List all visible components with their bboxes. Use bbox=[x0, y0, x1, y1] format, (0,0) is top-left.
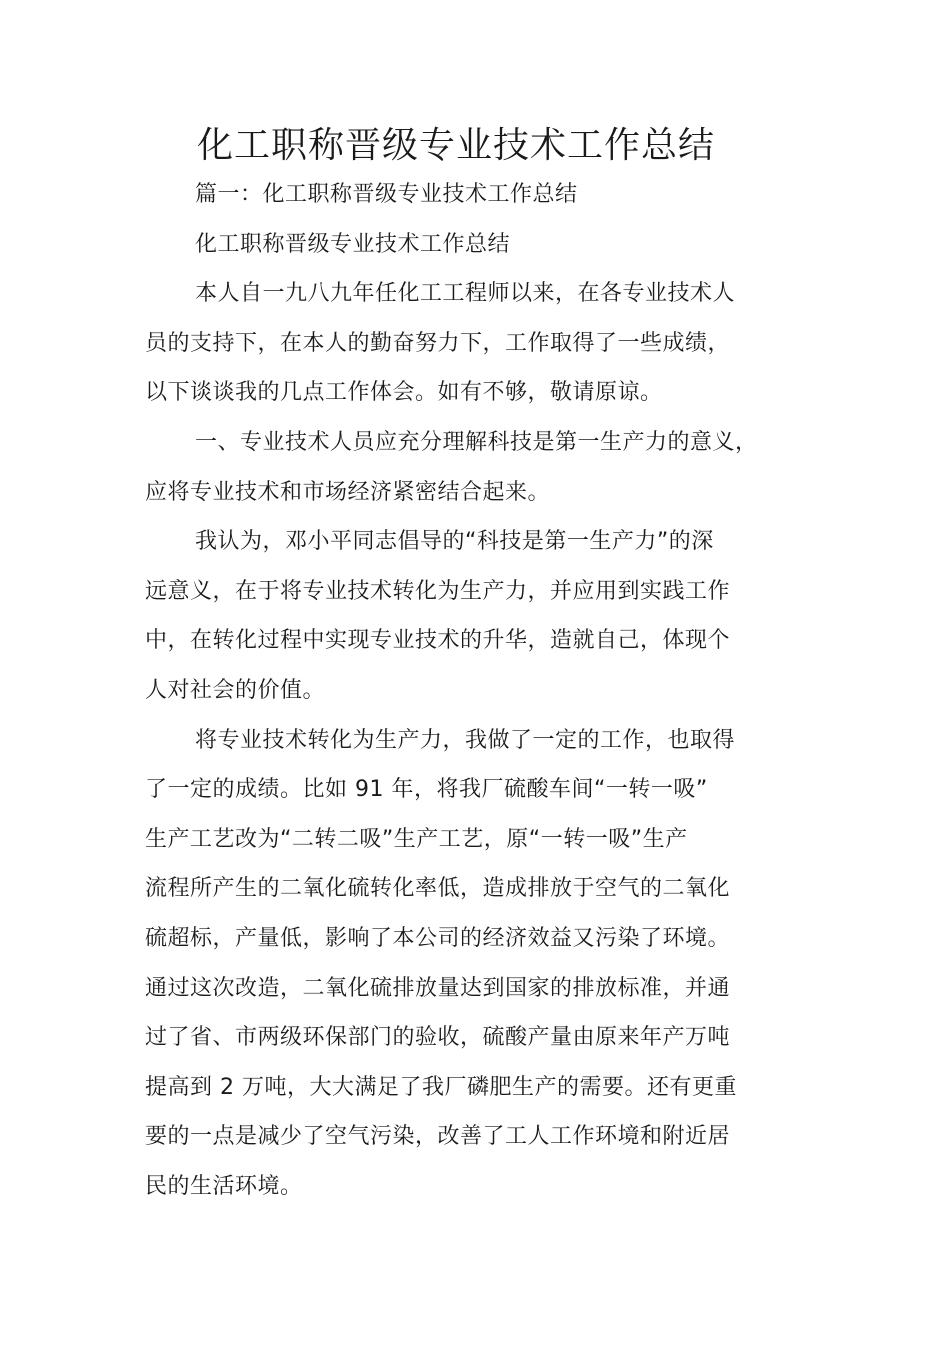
text-line: 我认为，邓小平同志倡导的“科技是第一生产力”的深 bbox=[195, 529, 714, 555]
text-line: 通过这次改造，二氧化硫排放量达到国家的排放标准，并通 bbox=[145, 975, 731, 1001]
text-line: 流程所产生的二氧化硫转化率低，造成排放于空气的二氧化 bbox=[145, 876, 731, 902]
text-line: 过了省、市两级环保部门的验收，硫酸产量由原来年产万吨 bbox=[145, 1025, 731, 1051]
text-line: 员的支持下，在本人的勤奋努力下，工作取得了一些成绩， bbox=[145, 330, 731, 356]
text-line: 以下谈谈我的几点工作体会。如有不够，敬请原谅。 bbox=[145, 380, 663, 406]
text-line: 生产工艺改为“二转二吸”生产工艺，原“一转一吸”生产 bbox=[145, 826, 688, 852]
text-line: 远意义，在于将专业技术转化为生产力，并应用到实践工作 bbox=[145, 578, 731, 604]
text-line: 一、专业技术人员应充分理解科技是第一生产力的意义， bbox=[195, 429, 758, 455]
text-line: 了一定的成绩。比如 91 年，将我厂硫酸车间“一转一吸” bbox=[145, 777, 708, 803]
text-line: 应将专业技术和市场经济紧密结合起来。 bbox=[145, 479, 551, 505]
text-line: 化工职称晋级专业技术工作总结 bbox=[195, 231, 511, 257]
document-body bbox=[145, 170, 758, 1211]
document-title: 化工职称晋级专业技术工作总结 bbox=[196, 125, 715, 166]
text-line: 提高到 2 万吨，大大满足了我厂磷肥生产的需要。还有更重 bbox=[145, 1074, 737, 1100]
text-line: 中，在转化过程中实现专业技术的升华，造就自己，体现个 bbox=[145, 628, 731, 654]
text-line: 将专业技术转化为生产力，我做了一定的工作，也取得 bbox=[195, 727, 736, 753]
text-line: 篇一：化工职称晋级专业技术工作总结 bbox=[195, 182, 578, 207]
text-line: 硫超标，产量低，影响了本公司的经济效益又污染了环境。 bbox=[145, 925, 731, 951]
text-line: 本人自一九八九年任化工工程师以来，在各专业技术人 bbox=[195, 281, 736, 307]
text-line: 民的生活环境。 bbox=[145, 1173, 303, 1199]
text-line: 要的一点是减少了空气污染，改善了工人工作环境和附近居 bbox=[145, 1124, 731, 1150]
text-line: 人对社会的价值。 bbox=[145, 677, 326, 703]
